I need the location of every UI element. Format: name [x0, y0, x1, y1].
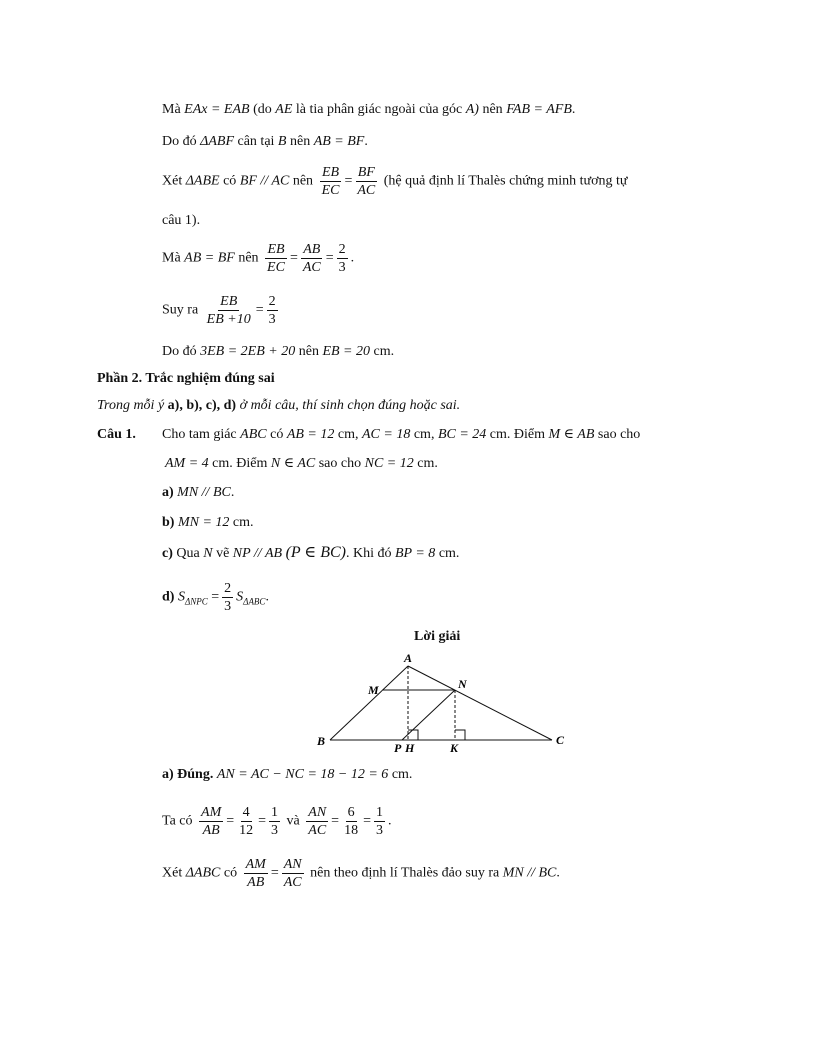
math: BF // AC — [239, 173, 290, 189]
text: a), b), c), d) — [167, 398, 237, 413]
equals: = — [255, 302, 264, 318]
math: AB = BF — [184, 250, 235, 266]
text: nên — [238, 250, 259, 266]
option-a: a) MN // BC. — [162, 485, 235, 500]
label-k: K — [450, 741, 459, 755]
math: A) — [465, 102, 479, 117]
math: ΔABE — [185, 173, 220, 189]
segment-np — [402, 690, 455, 740]
fraction: $\frac{1}{3}$ — [271, 805, 279, 838]
text: nên — [289, 134, 311, 149]
solution-title: Lời giải — [414, 629, 461, 644]
math: AE — [275, 102, 293, 117]
fraction: $\frac{EB}{EB +10}$ — [206, 294, 251, 327]
line-6 — [162, 293, 281, 328]
question-text-1: Cho tam giác ABC có AB = 12 cm, AC = 18 cm, BC = 24 cm. Điểm M ∈ AB sao cho — [162, 427, 641, 442]
text: nên — [292, 173, 314, 189]
text: Trong mỗi ý — [97, 398, 165, 413]
text: Do đó — [162, 344, 197, 359]
label-a: A — [404, 651, 413, 665]
option-b: b) MN = 12 cm. — [162, 515, 254, 530]
segment-ab — [330, 666, 408, 740]
fraction: $\frac{EB}{EC}$ — [321, 165, 340, 198]
text: Xét — [162, 173, 183, 189]
ratio-line: Ta có $\frac{AM}{AB}$ = $\frac{4}{12}$ = $\frac{1}{3}$ và $\frac{AN}{AC}$ = $\frac{6}{18}$ = $\frac{1}{3}$ . — [162, 805, 392, 838]
line-2 — [162, 133, 368, 151]
fraction: $\frac{6}{18}$ — [344, 805, 359, 838]
text: . — [350, 250, 355, 266]
option-c: c) Qua N vẽ NP // AB (P ∈ BC). Khi đó BP = 8 cm. — [162, 544, 460, 561]
equals: = — [344, 173, 353, 189]
answer-a: a) Đúng. AN = AC − NC = 18 − 12 = 6 cm. — [162, 767, 413, 782]
text: Mà — [162, 102, 181, 117]
math: EAx = EAB — [184, 102, 250, 117]
equals: = — [325, 250, 334, 266]
equals: = — [289, 250, 298, 266]
segment-ac — [408, 666, 552, 740]
math: FAB = AFB — [506, 102, 572, 117]
fraction: $\frac{2}{3}$ — [338, 242, 346, 275]
fraction: $\frac{AM}{AB}$ — [201, 805, 222, 838]
label-b: B — [317, 734, 326, 748]
label-n: N — [458, 677, 467, 691]
fraction: $\frac{2}{3}$ — [224, 581, 232, 614]
conclusion-line: Xét ΔABC có $\frac{AM}{AB}$ = $\frac{AN}{AC}$ nên theo định lí Thalès đảo suy ra MN // BC. — [162, 857, 560, 890]
text: cm. — [373, 344, 395, 359]
label-c: C — [556, 733, 565, 747]
label-h: H — [405, 741, 415, 755]
line-5 — [162, 241, 354, 276]
right-angle-h — [408, 730, 418, 740]
fraction: $\frac{EB}{EC}$ — [267, 242, 285, 275]
text: ở mỗi câu, thí sinh chọn đúng hoặc sai. — [239, 398, 461, 413]
label-m: M — [368, 683, 379, 697]
math: 3EB = 2EB + 20 — [200, 344, 296, 359]
math: AB = BF — [313, 134, 365, 149]
question-text-2: AM = 4 cm. Điểm N ∈ AC sao cho NC = 12 cm. — [165, 456, 438, 471]
line-4 — [162, 212, 200, 230]
label-p: P — [394, 741, 402, 755]
fraction: $\frac{AN}{AC}$ — [283, 857, 302, 890]
option-d: d) $S_{\Delta NPC}$ = $\frac{2}{3}$ $S_{\Delta ABC}$. — [162, 581, 269, 614]
text: . — [571, 102, 576, 117]
fraction: $\frac{BF}{AC}$ — [357, 165, 376, 198]
question-label: Câu 1. — [97, 427, 136, 442]
text: câu 1). — [162, 213, 201, 228]
fraction: $\frac{2}{3}$ — [268, 294, 276, 327]
right-angle-k — [455, 730, 465, 740]
section-heading: Phần 2. Trắc nghiệm đúng sai — [97, 371, 275, 386]
text: có — [223, 173, 237, 189]
line-1 — [162, 101, 575, 119]
text: Do đó — [162, 134, 197, 149]
line-3 — [162, 164, 628, 199]
fraction: $\frac{AB}{AC}$ — [302, 242, 321, 275]
math: ΔABF — [200, 134, 234, 149]
line-7 — [162, 343, 394, 361]
text: là tia phân giác ngoài của góc — [295, 102, 463, 117]
math: B — [277, 134, 287, 149]
fraction: $\frac{AN}{AC}$ — [308, 805, 327, 838]
text: . — [364, 134, 368, 149]
math: EB = 20 — [322, 344, 371, 359]
fraction: $\frac{AM}{AB}$ — [245, 857, 266, 890]
text: Suy ra — [162, 302, 199, 318]
text: nên — [482, 102, 503, 117]
text: nên — [298, 344, 319, 359]
instructions — [97, 397, 460, 415]
text: cân tại — [237, 134, 275, 149]
text: (hệ quả định lí Thalès chứng minh tương tự — [383, 173, 628, 189]
fraction: $\frac{1}{3}$ — [375, 805, 383, 838]
text: (do — [253, 102, 272, 117]
text: Mà — [162, 250, 181, 266]
fraction: $\frac{4}{12}$ — [239, 805, 254, 838]
